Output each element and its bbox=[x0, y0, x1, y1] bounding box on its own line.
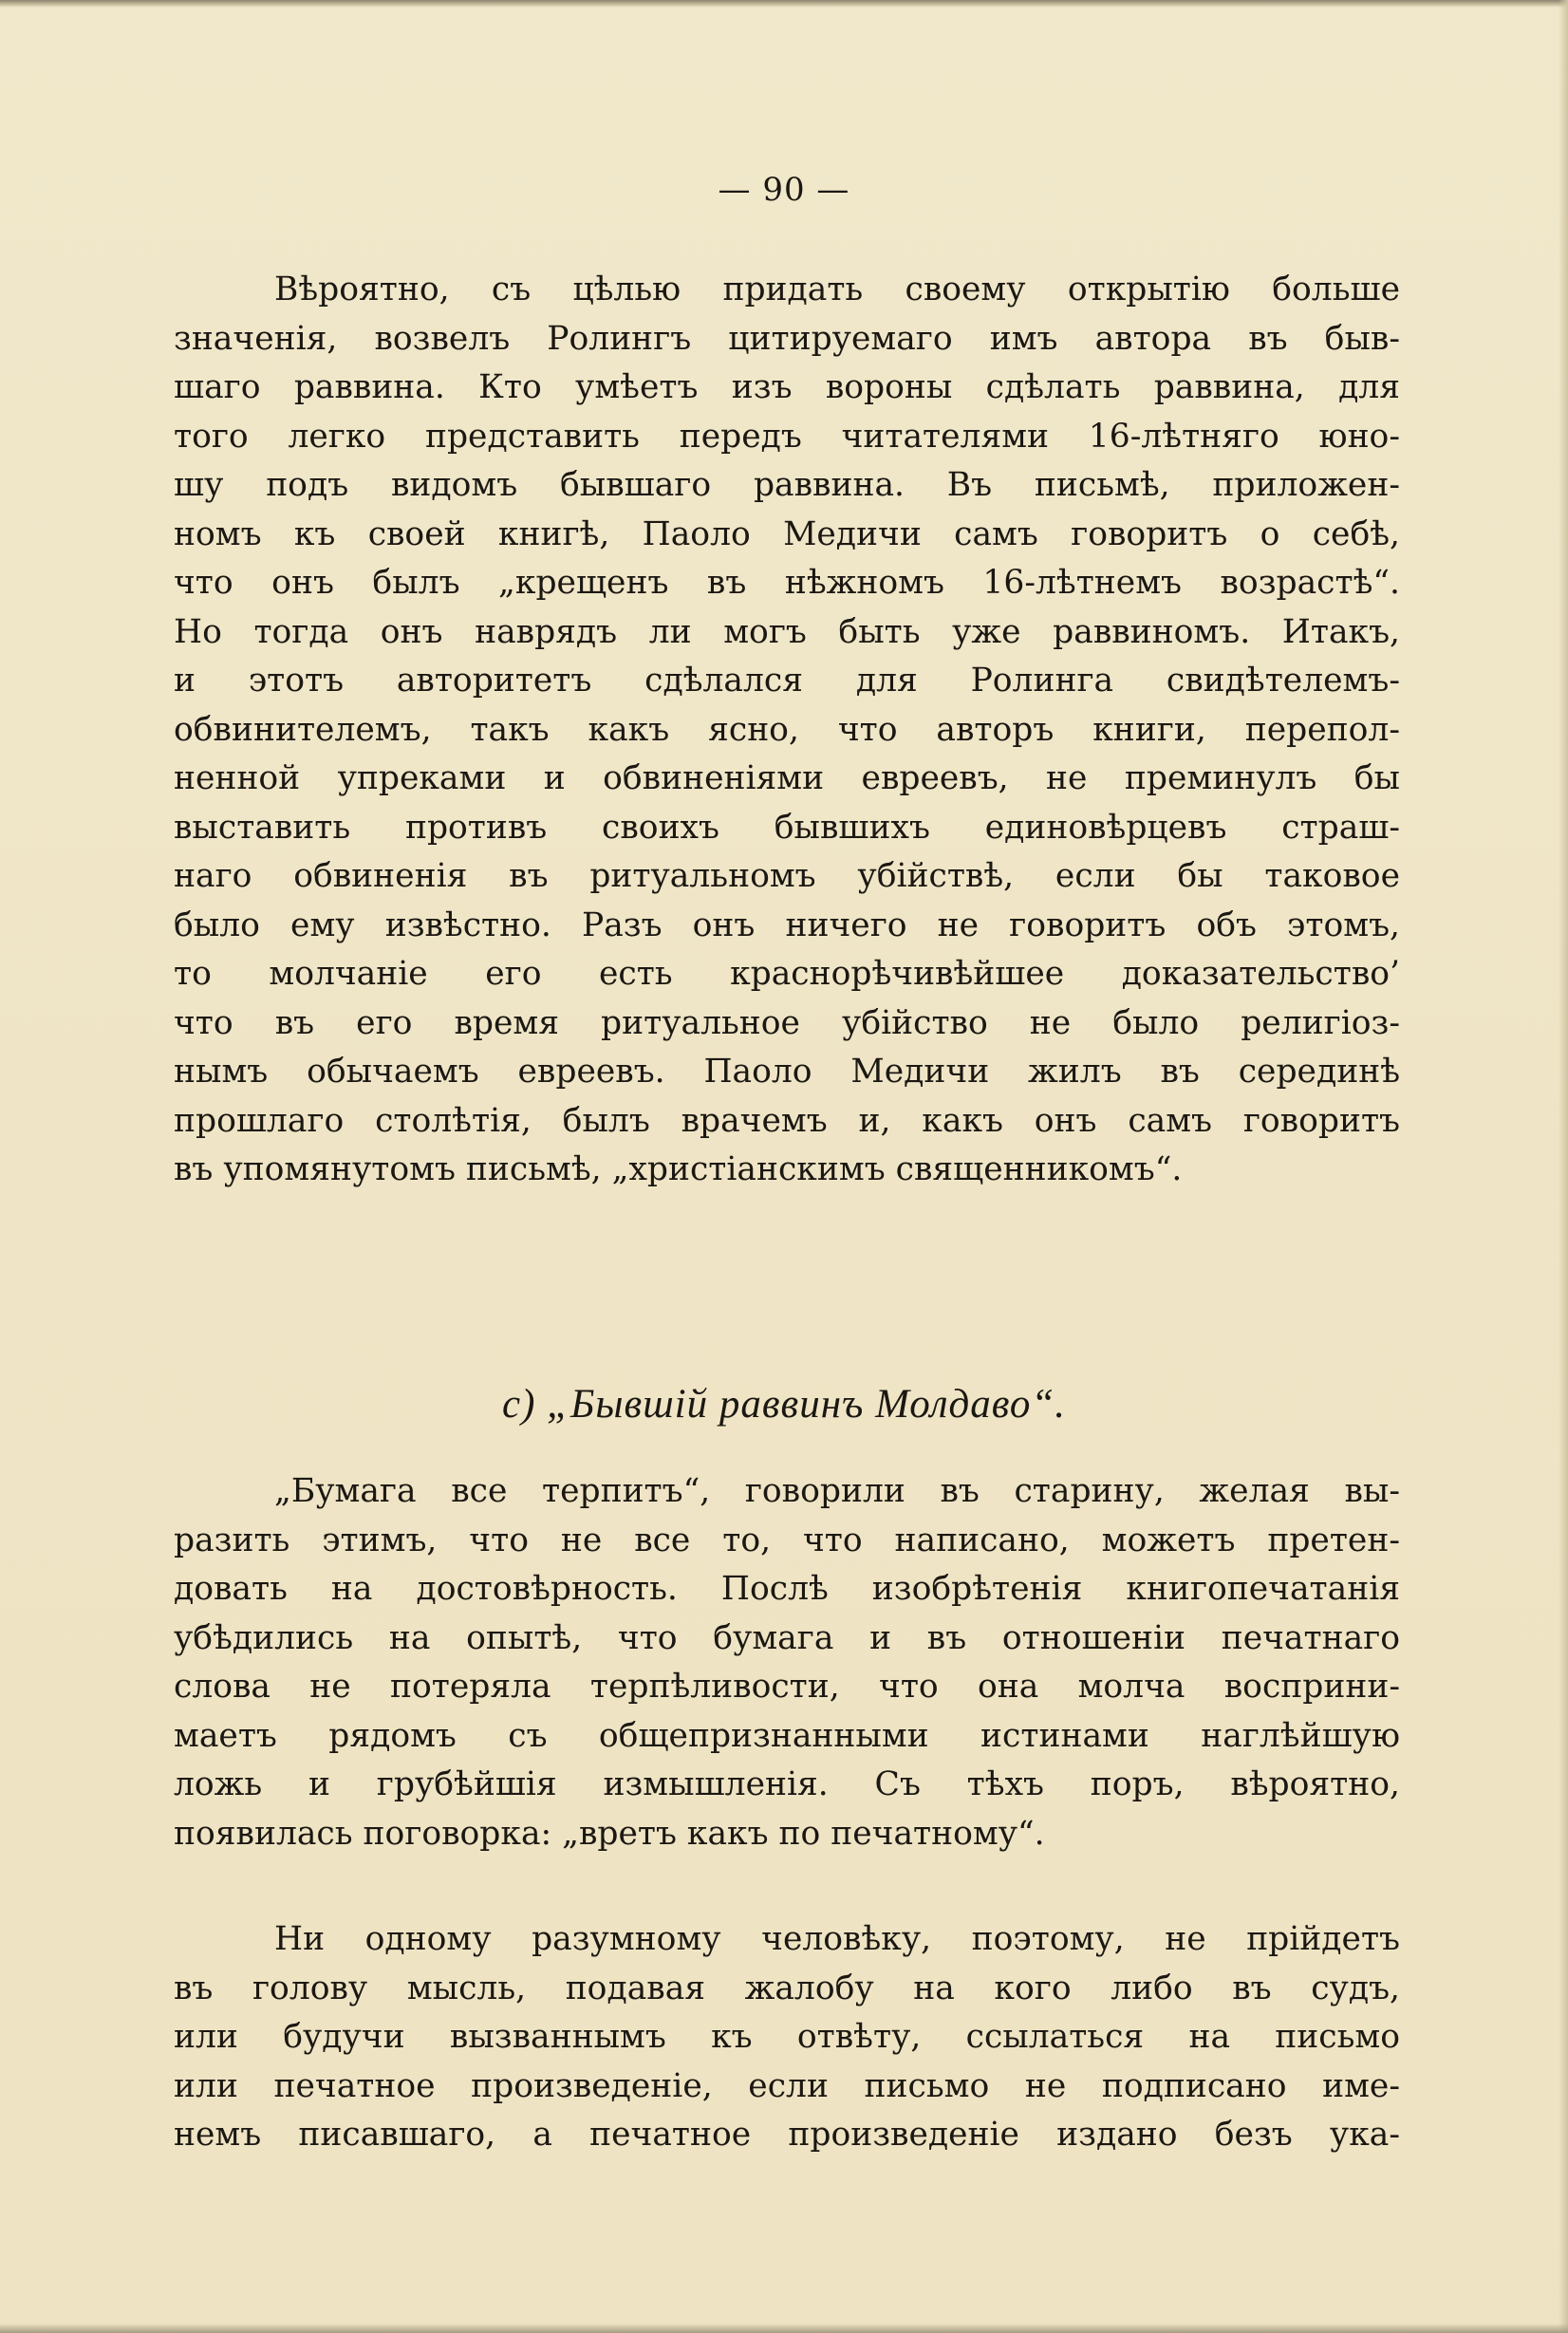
text-line: прошлаго столѣтія, былъ врачемъ и, какъ онъ самъ говоритъ bbox=[174, 1101, 1400, 1140]
text-line: что въ его время ритуальное убійство не было религіоз- bbox=[174, 1003, 1400, 1042]
text-line: наго обвиненія въ ритуальномъ убійствѣ, если бы таковое bbox=[174, 857, 1400, 895]
text-line: нымъ обычаемъ евреевъ. Паоло Медичи жилъ въ серединѣ bbox=[174, 1053, 1400, 1091]
text-line: маетъ рядомъ съ общепризнанными истинами наглѣйшую bbox=[174, 1716, 1400, 1755]
page-right-edge bbox=[1559, 0, 1568, 2333]
text-line: довать на достовѣрность. Послѣ изобрѣтенія книгопечатанія bbox=[174, 1570, 1400, 1608]
text-line: разить этимъ, что не все то, что написано, можетъ претен- bbox=[174, 1521, 1400, 1559]
text-line: того легко представить передъ читателями 16-лѣтняго юно- bbox=[174, 417, 1400, 456]
page-number: — 90 — bbox=[718, 171, 850, 209]
text-line: и этотъ авторитетъ сдѣлался для Ролинга свидѣтелемъ- bbox=[174, 662, 1400, 700]
text-line: Ни одному разумному человѣку, поэтому, не прійдетъ bbox=[274, 1920, 1400, 1958]
text-line: шу подъ видомъ бывшаго раввина. Въ письмѣ, приложен- bbox=[174, 466, 1400, 504]
text-line: въ упомянутомъ письмѣ, „христіанскимъ священникомъ“. bbox=[174, 1150, 1183, 1188]
page-bottom-edge bbox=[0, 2324, 1568, 2333]
paragraph-1 bbox=[174, 266, 1400, 1195]
text-line: немъ писавшаго, а печатное произведеніе издано безъ ука- bbox=[174, 2116, 1400, 2154]
text-line: слова не потеряла терпѣливости, что она молча восприни- bbox=[174, 1668, 1400, 1706]
text-line: выставить противъ своихъ бывшихъ единовѣрцевъ страш- bbox=[174, 808, 1400, 847]
text-line: Вѣроятно, съ цѣлью придать своему открытію больше bbox=[274, 271, 1400, 308]
text-line: появилась поговорка: „вретъ какъ по печатному“. bbox=[174, 1814, 1045, 1853]
text-line: „Бумага все терпитъ“, говорили въ старину, желая вы- bbox=[274, 1472, 1400, 1510]
text-line: было ему извѣстно. Разъ онъ ничего не говоритъ объ этомъ, bbox=[174, 905, 1400, 944]
text-line: шаго раввина. Кто умѣетъ изъ вороны сдѣлать раввина, для bbox=[174, 368, 1400, 406]
text-line: то молчаніе его есть краснорѣчивѣйшее доказательство’ bbox=[174, 955, 1400, 993]
text-line: или будучи вызваннымъ къ отвѣту, ссылаться на письмо bbox=[174, 2018, 1400, 2056]
page-top-edge bbox=[0, 0, 1568, 8]
paragraph-3 bbox=[174, 1915, 1400, 2160]
paragraph-2 bbox=[174, 1467, 1400, 1858]
text-line: номъ къ своей книгѣ, Паоло Медичи самъ говоритъ о себѣ, bbox=[174, 514, 1400, 553]
text-line: убѣдились на опытѣ, что бумага и въ отношеніи печатнаго bbox=[174, 1618, 1400, 1657]
text-line: обвинителемъ, такъ какъ ясно, что авторъ книги, перепол- bbox=[174, 710, 1400, 749]
text-line: что онъ былъ „крещенъ въ нѣжномъ 16-лѣтнемъ возрастѣ“. bbox=[174, 564, 1400, 602]
text-line: ложь и грубѣйшія измышленія. Съ тѣхъ поръ, вѣроятно, bbox=[174, 1765, 1400, 1803]
text-line: ненной упреками и обвиненіями евреевъ, не преминулъ бы bbox=[174, 759, 1400, 797]
text-line: или печатное произведеніе, если письмо не подписано име- bbox=[174, 2066, 1400, 2105]
text-line: значенія, возвелъ Ролингъ цитируемаго имъ автора въ быв- bbox=[174, 319, 1400, 358]
section-heading: c) „Бывшій раввинъ Молдаво“. bbox=[501, 1382, 1066, 1427]
text-line: въ голову мысль, подавая жалобу на кого либо въ судъ, bbox=[174, 1969, 1400, 2007]
text-line: Но тогда онъ наврядъ ли могъ быть уже раввиномъ. Итакъ, bbox=[174, 612, 1400, 651]
